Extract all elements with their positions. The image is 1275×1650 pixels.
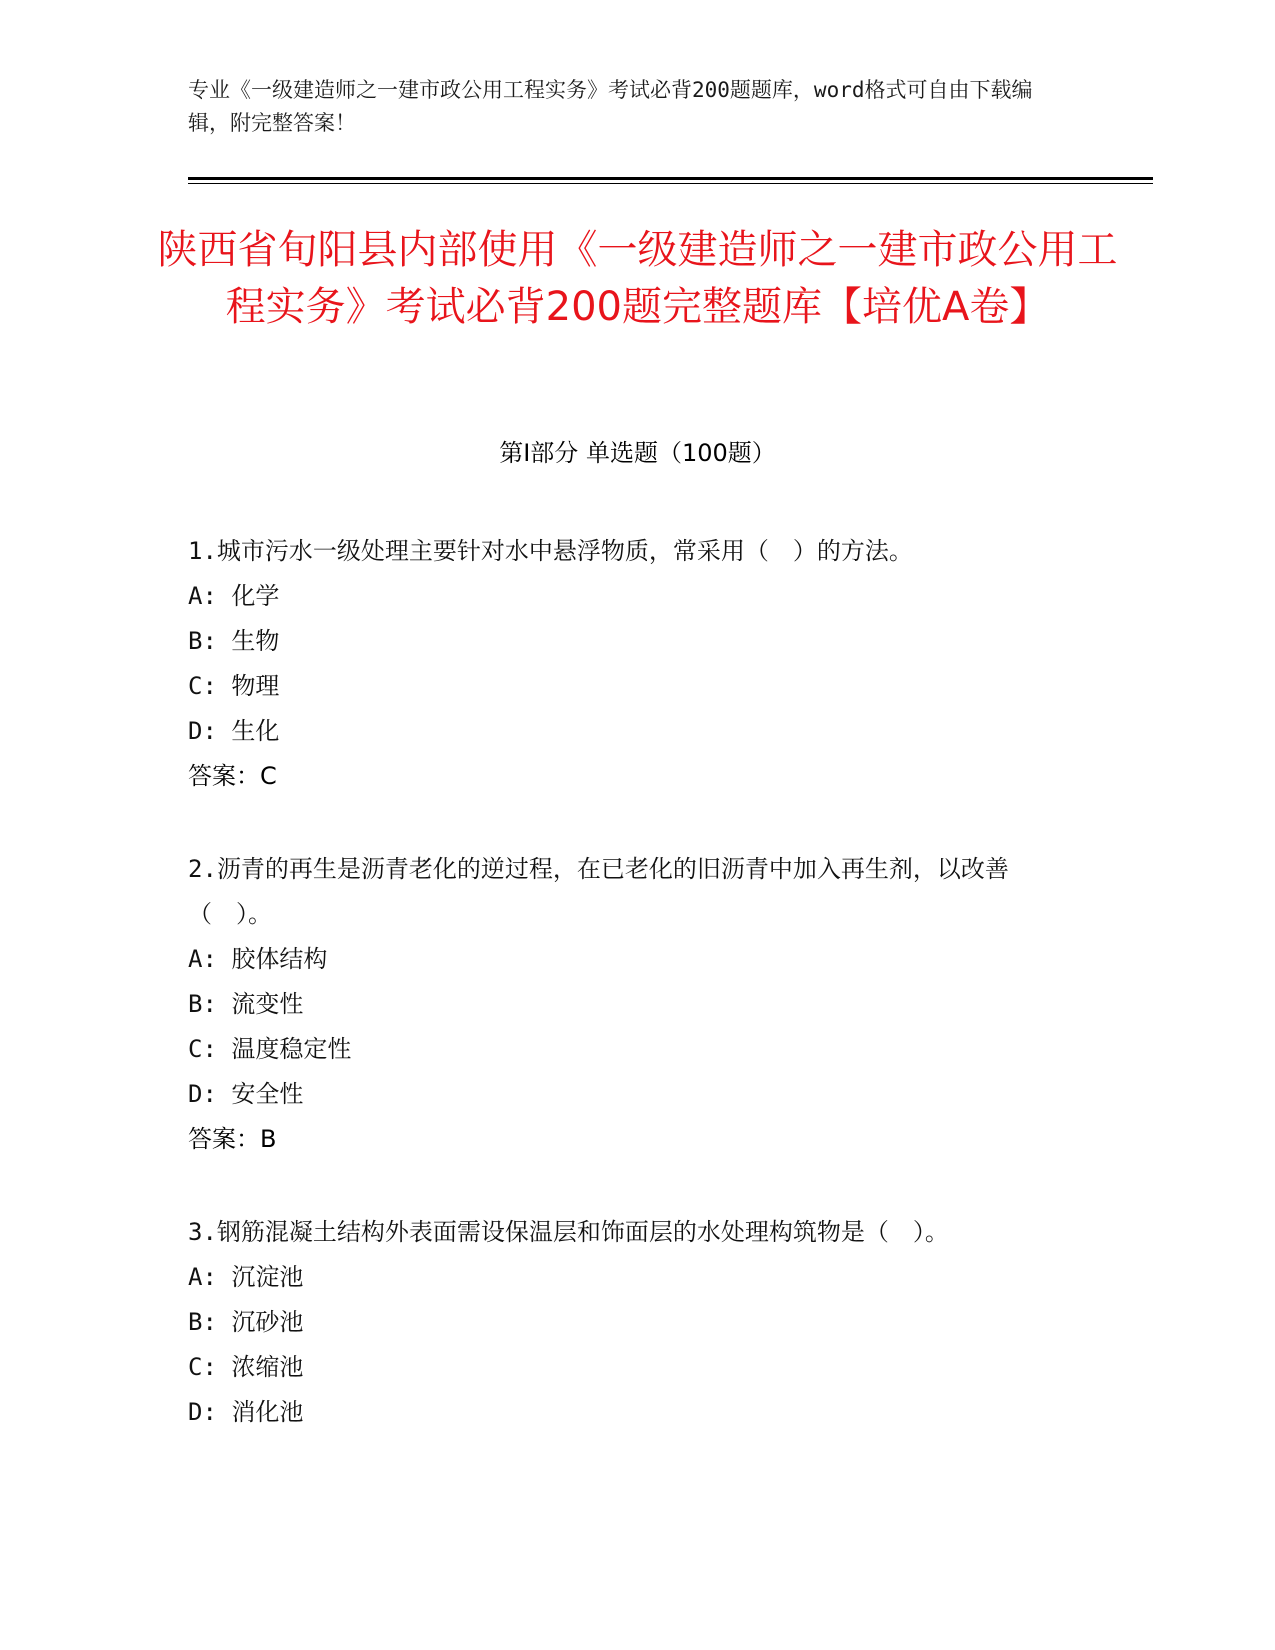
section-heading: 第Ⅰ部分 单选题（100题）	[499, 439, 776, 467]
option-c: C: 浓缩池	[188, 1353, 304, 1381]
option-b: B: 流变性	[188, 990, 304, 1018]
question-list	[188, 529, 1068, 1483]
option-c: C: 物理	[188, 672, 280, 700]
option-a: A: 沉淀池	[188, 1263, 304, 1291]
option-d: D: 安全性	[188, 1080, 304, 1108]
question-item	[188, 847, 1068, 1162]
question-stem: 2.沥青的再生是沥青老化的逆过程，在已老化的旧沥青中加入再生剂，以改善（ ）。	[188, 855, 1009, 928]
header-divider-thin	[188, 183, 1153, 184]
header-note: 专业《一级建造师之一建市政公用工程实务》考试必背200题题库，word格式可自由下载编辑，附完整答案！	[188, 78, 1033, 135]
option-b: B: 沉砂池	[188, 1308, 304, 1336]
option-a: A: 胶体结构	[188, 945, 328, 973]
document-title: 陕西省旬阳县内部使用《一级建造师之一建市政公用工程实务》考试必背200题完整题库【培优A卷】	[157, 227, 1118, 330]
option-d: D: 消化池	[188, 1398, 304, 1426]
question-item	[188, 1210, 1068, 1435]
question-stem: 3.钢筋混凝土结构外表面需设保温层和饰面层的水处理构筑物是（ ）。	[188, 1218, 949, 1246]
answer-line: 答案：B	[188, 1125, 277, 1153]
option-d: D: 生化	[188, 717, 280, 745]
answer-line: 答案：C	[188, 762, 277, 790]
header-divider-thick	[188, 177, 1153, 180]
option-c: C: 温度稳定性	[188, 1035, 352, 1063]
question-item	[188, 529, 1068, 799]
option-b: B: 生物	[188, 627, 280, 655]
question-stem: 1.城市污水一级处理主要针对水中悬浮物质，常采用（ ）的方法。	[188, 537, 913, 565]
option-a: A: 化学	[188, 582, 280, 610]
